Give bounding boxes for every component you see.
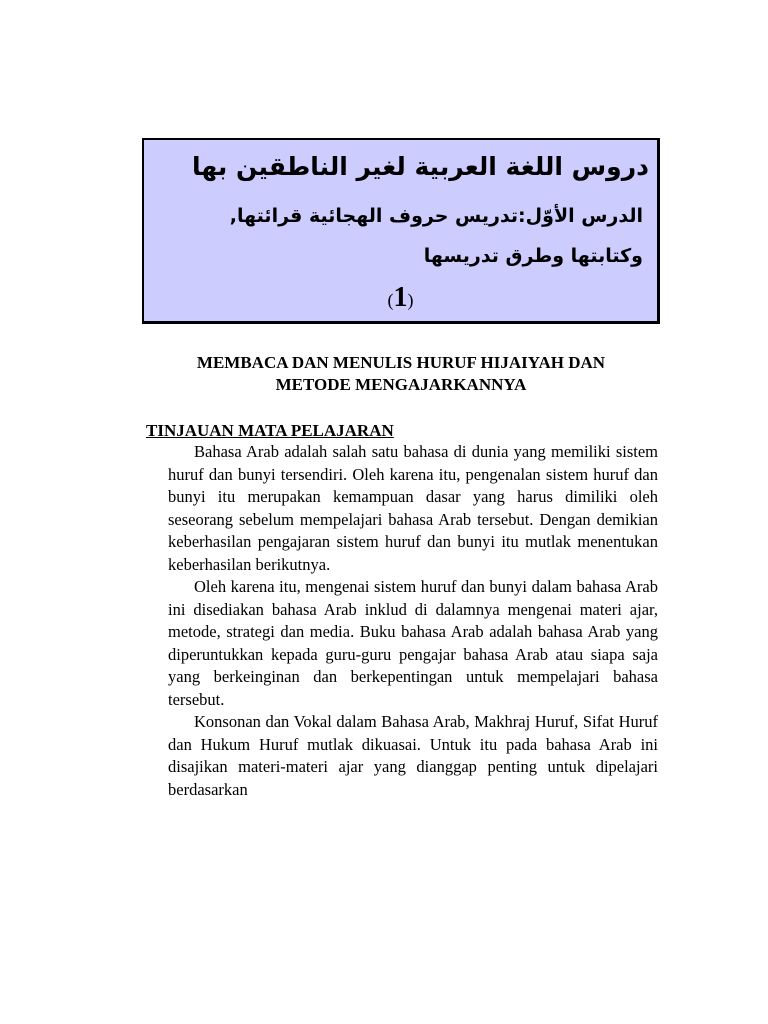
lesson-number xyxy=(144,283,657,315)
paragraph: Konsonan dan Vokal dalam Bahasa Arab, Makhraj Huruf, Sifat Huruf dan Hukum Huruf mutlak dikuasai. Untuk itu pada bahasa Arab ini disajikan materi-materi ajar yang dianggap penting untuk dipelajari berdasarkan xyxy=(168,712,658,799)
section-heading: TINJAUAN MATA PELAJARAN xyxy=(146,421,394,440)
paragraph: Bahasa Arab adalah salah satu bahasa di dunia yang memiliki sistem huruf dan bunyi tersendiri. Oleh karena itu, pengenalan sistem huruf dan bunyi itu merupakan kemampuan dasar yang harus dimiliki oleh seseorang sebelum mempelajari bahasa Arab tersebut. Dengan demikian keberhasilan pengajaran sistem huruf dan bunyi itu mutlak menentukan keberhasilan berikutnya. xyxy=(168,442,658,574)
paragraph: Oleh karena itu, mengenai sistem huruf dan bunyi dalam bahasa Arab ini disediakan bahasa Arab inklud di dalamnya mengenai materi ajar, metode, strategi dan media. Buku bahasa Arab adalah bahasa Arab yang diperuntukkan kepada guru-guru pengajar bahasa Arab atau siapa saja yang berkeinginan dan berkepentingan untuk mempelajari bahasa tersebut. xyxy=(168,577,658,709)
lesson-number-paren-open: ( xyxy=(387,290,394,310)
arabic-lesson-title: الدرس الأوّل:تدريس حروف الهجائية قرائتها, وكتابتها وطرق تدريسها xyxy=(229,205,643,267)
lesson-header-box xyxy=(142,138,660,324)
section-body xyxy=(168,441,658,801)
lesson-number-paren-close: ) xyxy=(407,290,414,310)
document-title-line-2: METODE MENGAJARKANNYA xyxy=(275,375,527,394)
arabic-course-title: دروس اللغة العربية لغير الناطقين بها xyxy=(192,152,649,181)
lesson-number-value: 1 xyxy=(393,282,408,313)
document-title-line-1: MEMBACA DAN MENULIS HURUF HIJAIYAH DAN xyxy=(196,353,606,372)
document-title xyxy=(140,352,662,396)
